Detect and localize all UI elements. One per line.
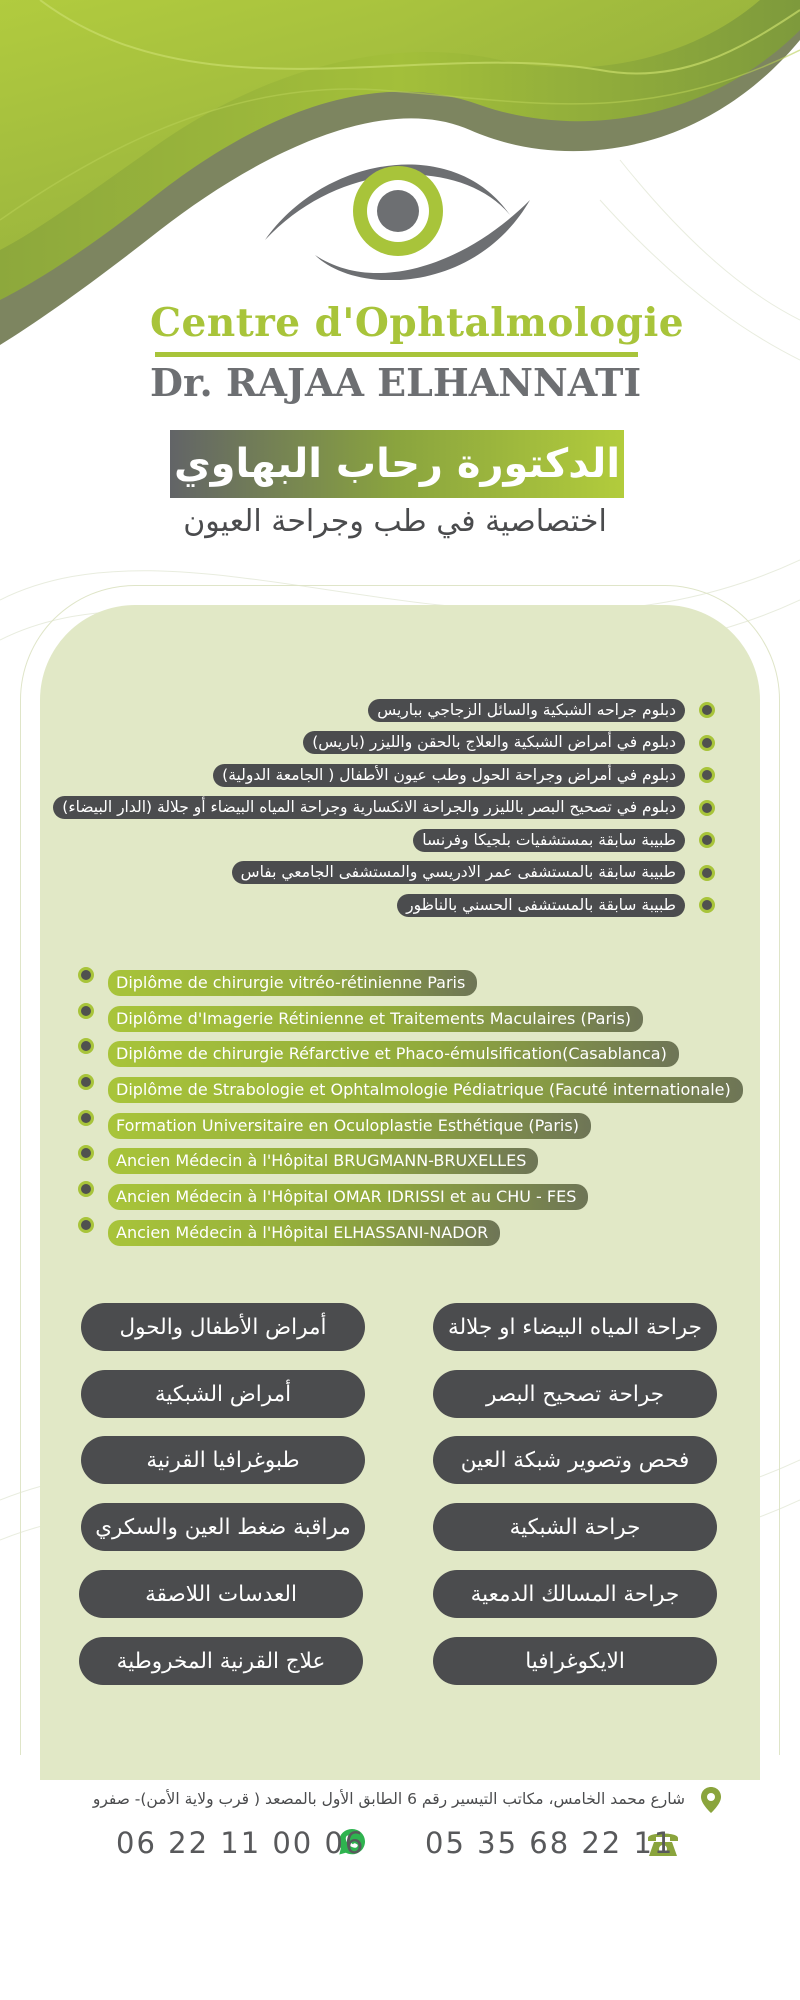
credential-label: دبلوم جراحه الشبكية والسائل الزجاجي بباريس [368, 699, 685, 722]
bullet-icon [699, 800, 715, 816]
bullet-icon [699, 735, 715, 751]
credential-label: Diplôme d'Imagerie Rétinienne et Traitements Maculaires (Paris) [108, 1006, 643, 1032]
credential-label: طبيبة سابقة بالمستشفى الحسني بالناظور [397, 894, 685, 917]
credential-label: Diplôme de Strabologie et Ophtalmologie Pédiatrique (Facuté internationale) [108, 1077, 743, 1103]
bullet-icon [78, 1003, 94, 1019]
service-retina-imaging: فحص وتصوير شبكة العين [433, 1436, 717, 1484]
list-item [78, 1001, 758, 1037]
doctor-name-latin: Dr. RAJAA ELHANNATI [150, 360, 642, 405]
service-retinal-diseases: أمراض الشبكية [81, 1370, 365, 1418]
list-item [35, 792, 715, 825]
credential-label: دبلوم في أمراض وجراحة الحول وطب عيون الأطفال ( الجامعة الدولية) [213, 764, 685, 787]
credential-label: Ancien Médecin à l'Hôpital ELHASSANI-NADOR [108, 1220, 500, 1246]
doctor-name-arabic: الدكتورة رحاب البهاوي [173, 441, 621, 487]
french-credentials-list [78, 965, 758, 1251]
service-glaucoma-diabetes: مراقبة ضغط العين والسكري [81, 1503, 365, 1551]
centre-title: Centre d'Ophtalmologie [150, 300, 685, 346]
credential-label: دبلوم في أمراض الشبكية والعلاج بالحقن والليزر (باريس) [303, 731, 685, 754]
eye-logo-icon [265, 145, 530, 280]
bullet-icon [699, 767, 715, 783]
list-item [35, 694, 715, 727]
list-item [35, 727, 715, 760]
title-divider [155, 352, 638, 357]
list-item [35, 824, 715, 857]
location-pin-icon [700, 1786, 722, 1814]
list-item [78, 1108, 758, 1144]
list-item [78, 1143, 758, 1179]
credential-label: Diplôme de chirurgie Réfarctive et Phaco-émulsification(Casablanca) [108, 1041, 679, 1067]
list-item [35, 857, 715, 890]
credential-label: طبيبة سابقة بمستشفيات بلجيكا وفرنسا [413, 829, 685, 852]
bullet-icon [78, 1074, 94, 1090]
list-item [35, 759, 715, 792]
list-item [78, 1215, 758, 1251]
credential-label: طبيبة سابقة بالمستشفى عمر الادريسي والمستشفى الجامعي بفاس [232, 861, 685, 884]
bullet-icon [699, 865, 715, 881]
list-item [35, 889, 715, 922]
service-keratoconus: علاج القرنية المخروطية [79, 1637, 363, 1685]
list-item [78, 1072, 758, 1108]
phone-landline[interactable]: 05 35 68 22 11 [425, 1826, 675, 1860]
bullet-icon [78, 1181, 94, 1197]
bullet-icon [699, 897, 715, 913]
specialty-subtitle: اختصاصية في طب وجراحة العيون [183, 504, 607, 539]
bullet-icon [78, 967, 94, 983]
list-item [78, 1036, 758, 1072]
bullet-icon [699, 832, 715, 848]
credential-label: دبلوم في تصحيح البصر بالليزر والجراحة الانكسارية وجراحة المياه البيضاء أو جلالة (الدار البيضاء) [53, 796, 685, 819]
credential-label: Formation Universitaire en Oculoplastie Esthétique (Paris) [108, 1113, 591, 1139]
credential-label: Ancien Médecin à l'Hôpital OMAR IDRISSI et au CHU - FES [108, 1184, 588, 1210]
service-ultrasound: الايكوغرافيا [433, 1637, 717, 1685]
service-pediatric-strabismus: أمراض الأطفال والحول [81, 1303, 365, 1351]
service-contact-lenses: العدسات اللاصقة [79, 1570, 363, 1618]
service-cataract-surgery: جراحة المياه البيضاء او جلالة [433, 1303, 717, 1351]
credential-label: Ancien Médecin à l'Hôpital BRUGMANN-BRUXELLES [108, 1148, 538, 1174]
credential-label: Diplôme de chirurgie vitréo-rétinienne Paris [108, 970, 477, 996]
doctor-name-arabic-banner [170, 430, 624, 498]
list-item [78, 965, 758, 1001]
service-tear-duct-surgery: جراحة المسالك الدمعية [433, 1570, 717, 1618]
list-item [78, 1179, 758, 1215]
bullet-icon [78, 1110, 94, 1126]
bullet-icon [78, 1145, 94, 1161]
service-retina-surgery: جراحة الشبكية [433, 1503, 717, 1551]
bullet-icon [78, 1038, 94, 1054]
arabic-credentials-list [35, 694, 715, 922]
service-corneal-topography: طبوغرافيا القرنية [81, 1436, 365, 1484]
phone-mobile[interactable]: 06 22 11 00 06 [116, 1826, 366, 1860]
clinic-address: شارع محمد الخامس، مكاتب التيسير رقم 6 الطابق الأول بالمصعد ( قرب ولاية الأمن)- صفرو [92, 1790, 685, 1808]
service-refractive-surgery: جراحة تصحيح البصر [433, 1370, 717, 1418]
bullet-icon [78, 1217, 94, 1233]
bullet-icon [699, 702, 715, 718]
